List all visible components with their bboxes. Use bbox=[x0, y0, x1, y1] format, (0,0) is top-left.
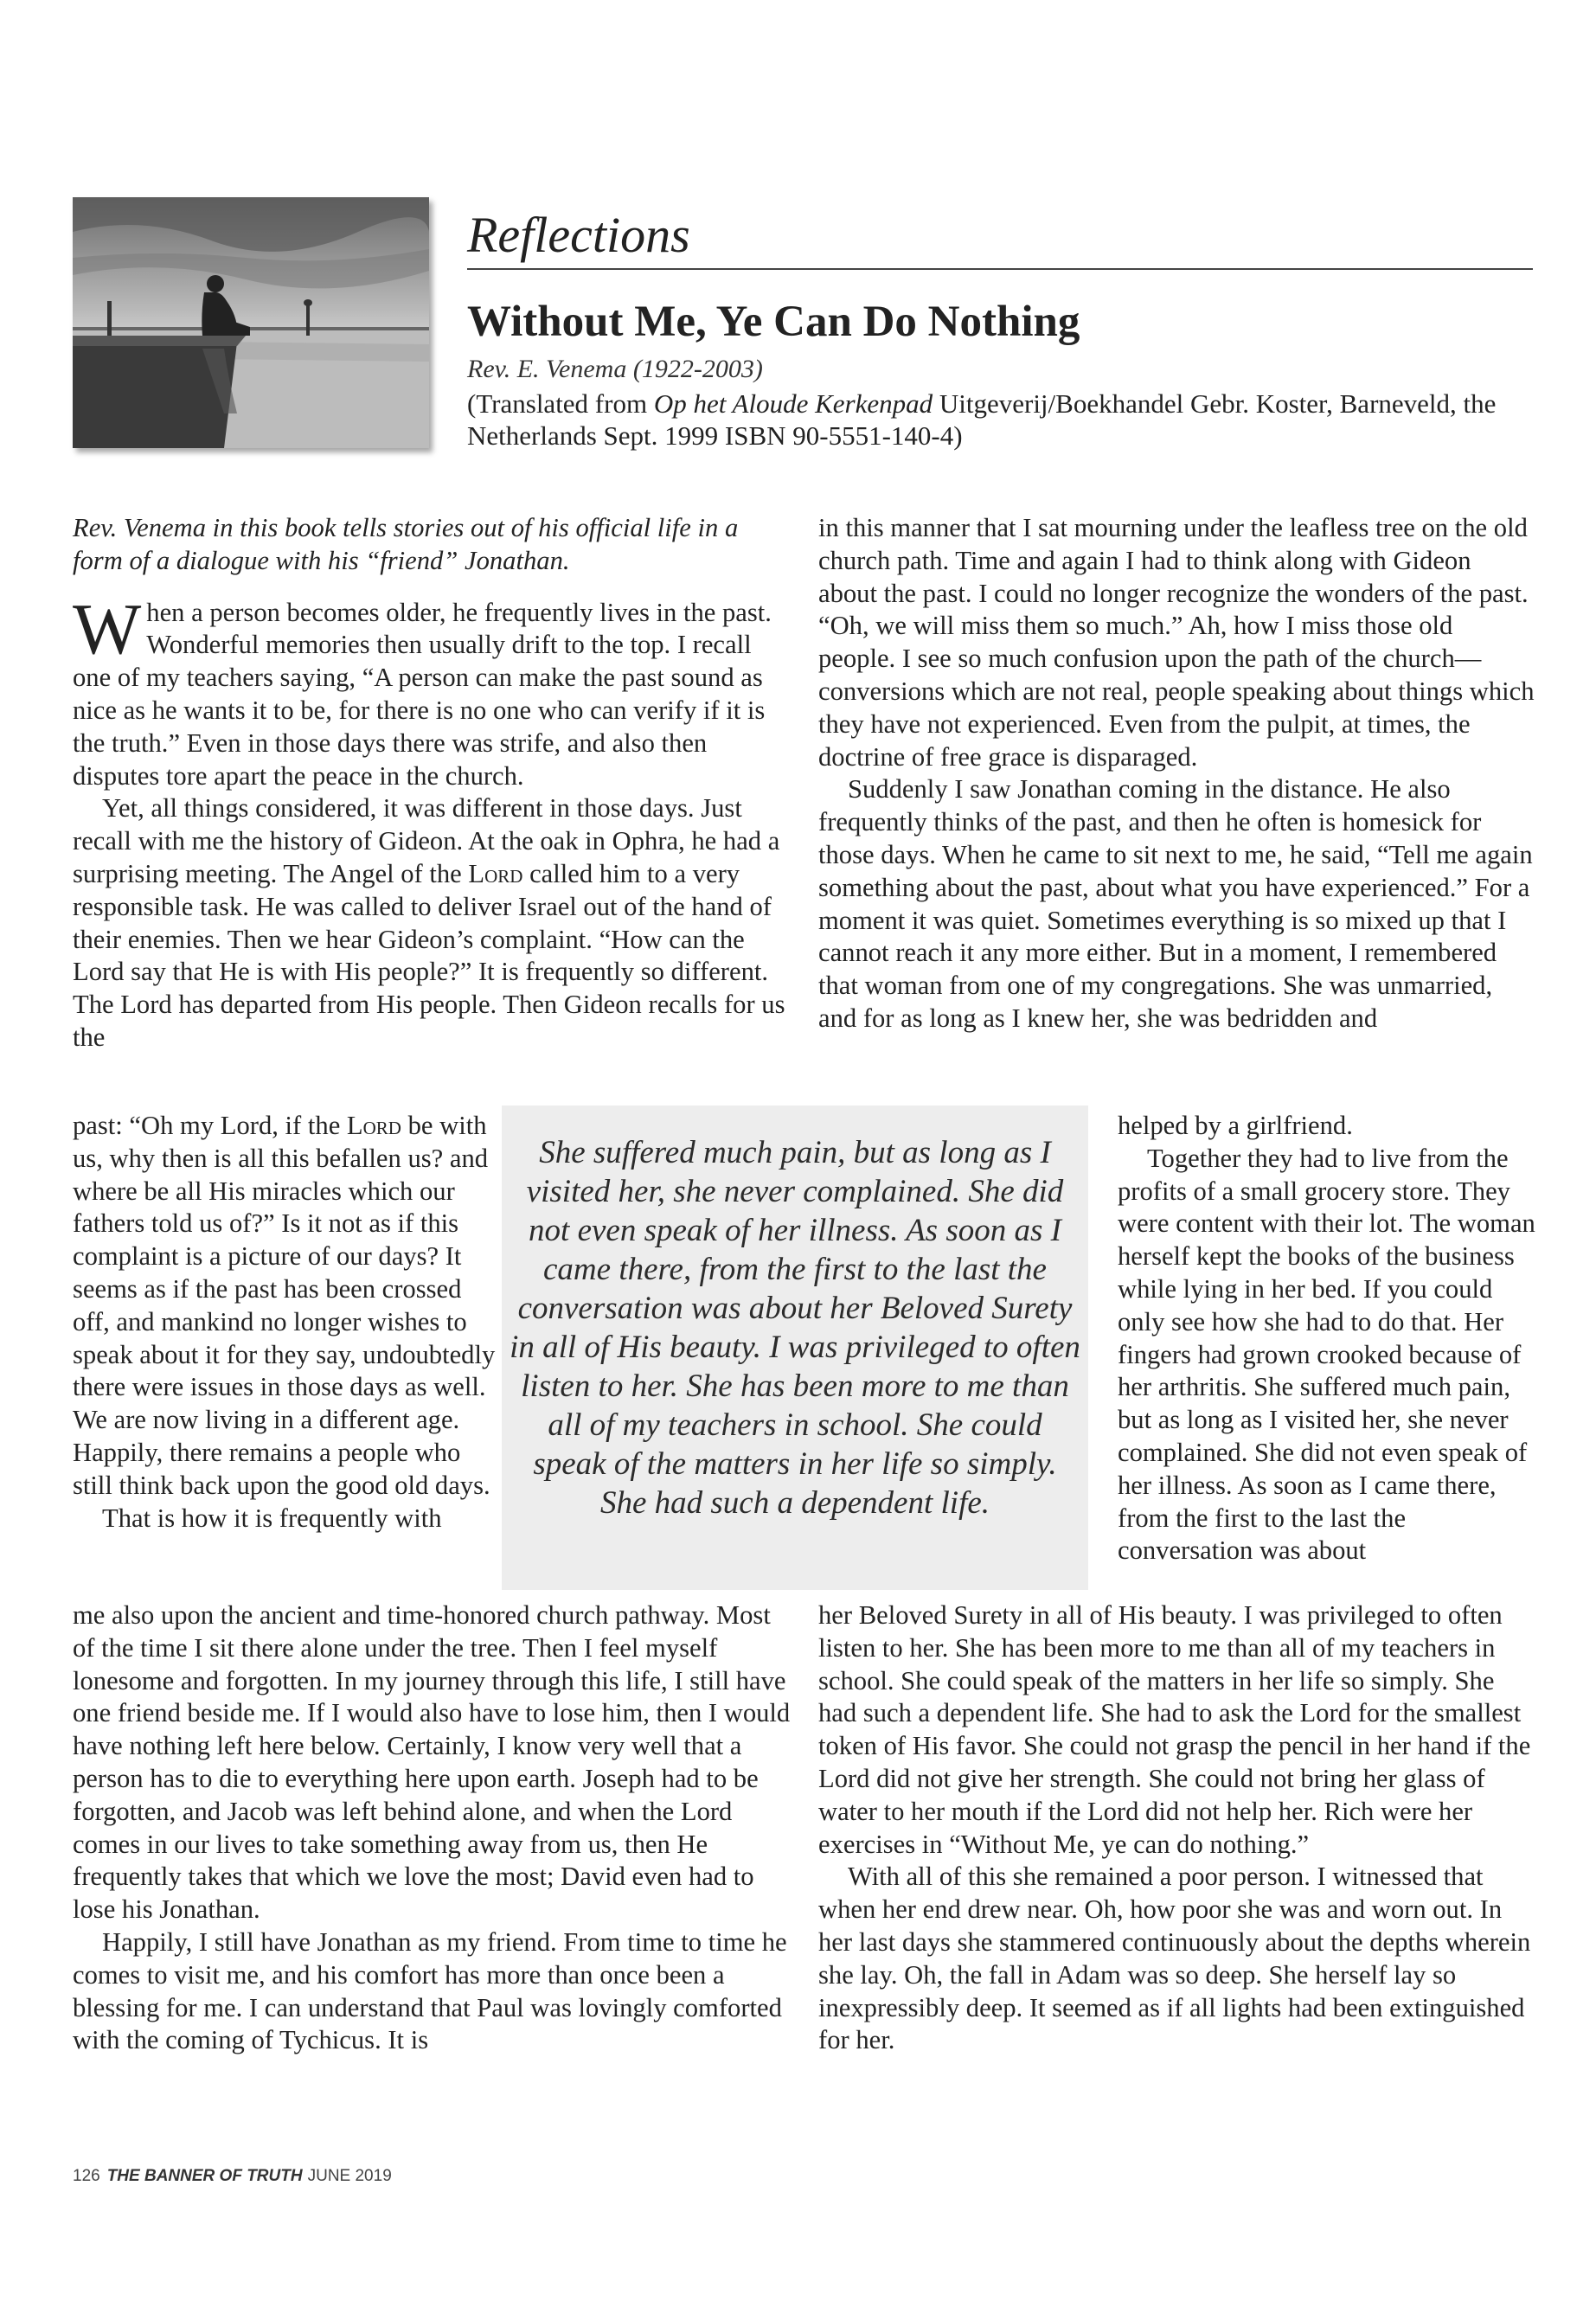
pull-quote-text: She suffered much pain, but as long as I visited her, she never complained. She did not even speak of her illness. As soon as I came there, from the first to the last the conversation was about her Beloved Surety in all of His beauty. I was privileged to often listen to her. She has been more to me than all of my teachers in school. She could speak of the matters in her life so simply. She had such a dependent life. bbox=[510, 1135, 1080, 1521]
page-number: 126 bbox=[73, 2167, 100, 2185]
right-column-bottom bbox=[818, 1599, 1536, 2057]
lord-small-caps: Lord bbox=[468, 858, 523, 888]
paragraph-1 bbox=[73, 588, 791, 793]
article-title: Without Me, Ye Can Do Nothing bbox=[467, 298, 1080, 346]
header-photo bbox=[73, 197, 429, 448]
left-column-bottom bbox=[73, 1599, 791, 2057]
translation-book-title: Op het Aloude Kerkenpad bbox=[653, 388, 933, 419]
intro-text: Rev. Venema in this book tells stories out of his official life in a form of a dialogue with his “friend” Jonathan. bbox=[73, 513, 739, 575]
translation-prefix: (Translated from bbox=[467, 388, 654, 419]
paragraph-1-text: hen a person becomes older, he frequently lives in the past. Wonderful memories then usually drift to the top. I recall one of my teachers saying, “A person can make the past sound as nice as he wants it to be, for there is no one who can verify if it is the truth.” Even in those days there was strife, and also then disputes tore apart the peace in the church. bbox=[73, 597, 772, 791]
paragraph-3-continued: me also upon the ancient and time-honored church pathway. Most of the time I sit there alone under the tree. Then I feel myself lonesome and forgotten. In my journey through this life, I still have one friend beside me. If I would also have to lose him, then I would have nothing left here below. Certainly, I know very well that a person has to die to everything here upon earth. Joseph had to be forgotten, and Jacob was left behind alone, and when the Lord comes in our lives to take something away from us, then He frequently takes that which we love the most; David even had to lose his Jonathan. bbox=[73, 1600, 791, 1925]
right-paragraph-4: With all of this she remained a poor person. I witnessed that when her end drew near. Oh, how poor she was and worn out. In her last days she stammered continuously about the depths wherein she lay. Oh, the fall in Adam was so deep. She herself lay so inexpressibly deep. It seemed as if all lights had been extinguished for her. bbox=[818, 1862, 1531, 2055]
translation-note bbox=[467, 388, 1533, 452]
left-column-narrow bbox=[73, 1110, 497, 1535]
page-footer bbox=[73, 2167, 392, 2186]
right-paragraph-1: in this manner that I sat mourning under the leafless tree on the old church path. Time and again I had to think along with Gideon about the past. I could no longer recognize the wonders of the past. “Oh, we will miss them so much.” Ah, how I miss those old people. I see so much confusion upon the path of the church—conversions which are not real, people speaking about things which they have not experienced. Even from the pulpit, at times, the doctrine of free grace is disparaged. bbox=[818, 513, 1535, 772]
paragraph-2-continued: past: “Oh my Lord, if the Lord be with us, why then is all this befallen us? and where be all His miracles which our fathers told us of?” Is it not as if this complaint is a picture of our days? It seems as if the past has been crossed off, and mankind no longer wishes to speak about it for they say, undoubtedly there were issues in those days as well. We are now living in a different age. Happily, there remains a people who still think back upon the good old days. bbox=[73, 1111, 496, 1500]
section-label: Reflections bbox=[467, 204, 1533, 270]
right-paragraph-3-start: Together they had to live from the profits of a small grocery store. They were content with their lot. The woman herself kept the books of the business while lying in her bed. If you could only see how she had to do that. Her fingers had grown crooked because of her arthritis. She suffered much pain, but as long as I visited her, she never complained. She did not even speak of her illness. As soon as I came there, from the first to the last the conversation was about bbox=[1118, 1143, 1535, 1566]
article-author: Rev. E. Venema (1922-2003) bbox=[467, 355, 763, 383]
paragraph-3-start: That is how it is frequently with bbox=[102, 1503, 442, 1533]
paragraph-4: Happily, I still have Jonathan as my friend. From time to time he comes to visit me, and his comfort has more than once been a blessing for me. I can understand that Paul was lovingly comforted with the coming of Tychicus. It is bbox=[73, 1926, 787, 2055]
issue-date: JUNE 2019 bbox=[307, 2167, 392, 2185]
lord-small-caps-2: Lord bbox=[346, 1111, 401, 1140]
right-column-top bbox=[818, 512, 1536, 1035]
drop-cap: W bbox=[73, 588, 142, 670]
left-column-top bbox=[73, 512, 791, 1054]
translation-suffix: Uitgeverij/Boekhandel Gebr. Koster, Barneveld, the Netherlands Sept. 1999 ISBN 90-5551-140-4) bbox=[467, 388, 1497, 451]
paragraph-2: Yet, all things considered, it was different in those days. Just recall with me the history of Gideon. At the oak in Ophra, he had a surprising meeting. The Angel of the Lord called him to a very responsible task. He was called to deliver Israel out of the hand of their enemies. Then we hear Gideon’s complaint. “How can the Lord say that He is with His people?” It is frequently so different. The Lord has departed from His people. Then Gideon recalls for us the bbox=[73, 793, 785, 1052]
right-column-narrow bbox=[1118, 1110, 1536, 1567]
publication-name: THE BANNER OF TRUTH bbox=[106, 2167, 303, 2185]
pier-photo-illustration bbox=[73, 197, 429, 448]
right-paragraph-3-continued: her Beloved Surety in all of His beauty. I was privileged to often listen to her. She has been more to me than all of my teachers in school. She could speak of the matters in her life so simply. She had such a dependent life. She had to ask the Lord for the smallest token of His favor. She could not grasp the pencil in her hand if the Lord did not give her strength. She could not bring her glass of water to her mouth if the Lord did not help her. Rich were her exercises in “Without Me, ye can do nothing.” bbox=[818, 1600, 1531, 1859]
right-paragraph-2-end: helped by a girlfriend. bbox=[1118, 1111, 1353, 1140]
right-paragraph-2: Suddenly I saw Jonathan coming in the distance. He also frequently thinks of the past, and then he often is homesick for those days. When he came to sit next to me, he said, “Tell me again something about the past, about what you have experienced.” For a moment it was quiet. Sometimes everything is so mixed up that I cannot reach it any more either. But in a moment, I remembered that woman from one of my congregations. She was unmarried, and for as long as I knew her, she was bedridden and bbox=[818, 774, 1533, 1033]
